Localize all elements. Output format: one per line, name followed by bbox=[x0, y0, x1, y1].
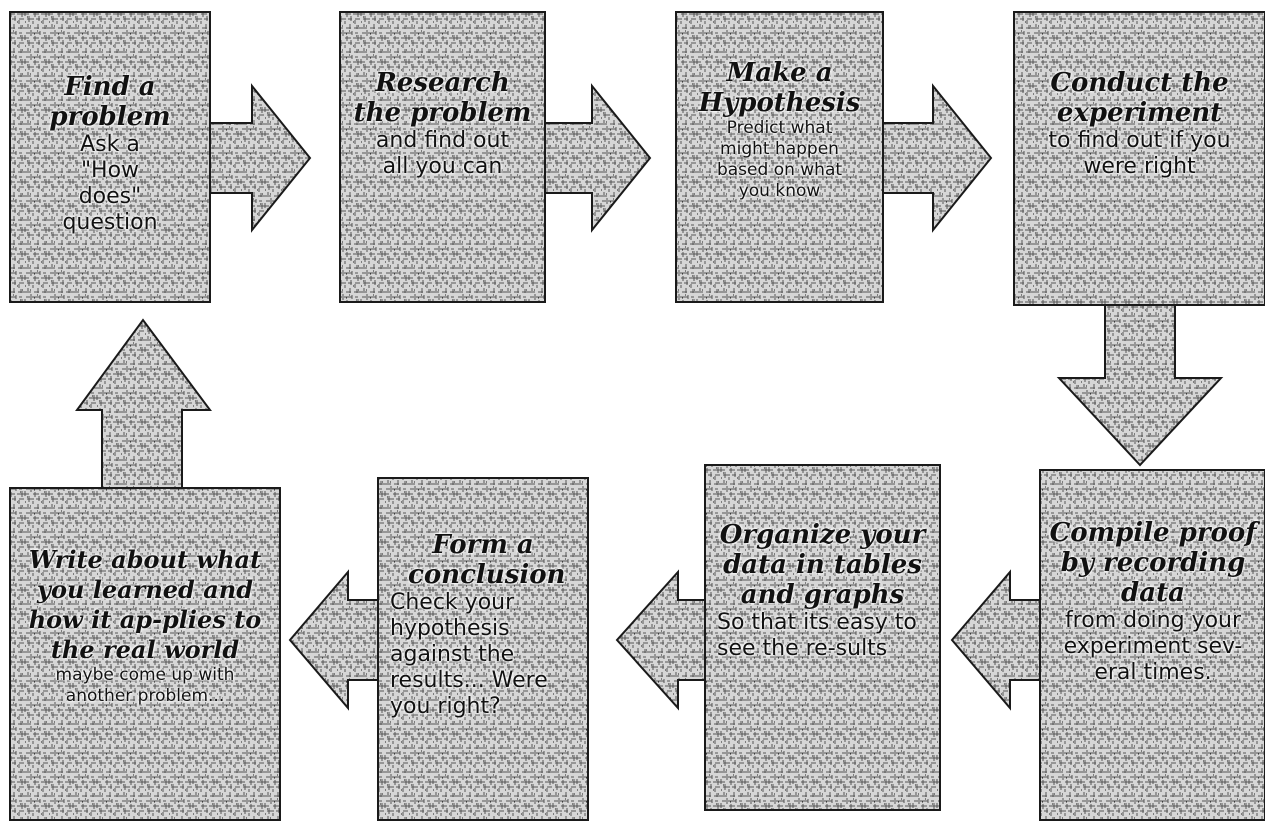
step7-title: Form a conclusion bbox=[408, 530, 566, 590]
step2-text bbox=[344, 68, 541, 180]
step5-title: Compile proof by recording data bbox=[1049, 518, 1257, 608]
arrow-step4-to-step5 bbox=[1059, 300, 1221, 465]
arrow-step1-to-step2 bbox=[205, 86, 310, 230]
step7-body: Check your hypothesis against the results... Were you right? bbox=[390, 590, 548, 719]
step3-text bbox=[680, 58, 879, 202]
step5-body: from doing your experiment sev-eral times. bbox=[1063, 608, 1243, 685]
step2-body: and find out all you can bbox=[375, 128, 510, 179]
step4-body: to find out if you were right bbox=[1048, 128, 1231, 179]
step3-body: Predict what might happen based on what you know bbox=[716, 118, 843, 201]
arrow-step5-to-step6 bbox=[952, 555, 1045, 708]
step1-title: Find a problem bbox=[49, 72, 171, 132]
step8-title: Write about what you learned and how it ap-plies to the real world bbox=[28, 545, 262, 664]
step2-title: Research the problem bbox=[353, 68, 532, 128]
arrow-step8-to-step1 bbox=[77, 320, 210, 490]
step4-title: Conduct the experiment bbox=[1050, 68, 1229, 128]
step8-text bbox=[14, 545, 276, 707]
step1-body: Ask a "How does" question bbox=[62, 132, 158, 235]
step8-body: maybe come up with another problem... bbox=[55, 665, 235, 706]
step6-body: So that its easy to see the re-sults bbox=[717, 610, 917, 661]
step6-title: Organize your data in tables and graphs bbox=[719, 520, 926, 610]
arrow-step2-to-step3 bbox=[540, 86, 650, 230]
step6-text bbox=[709, 520, 936, 662]
arrow-step7-to-step8 bbox=[290, 572, 380, 708]
step1-text bbox=[14, 72, 206, 236]
arrow-step6-to-step7 bbox=[617, 572, 710, 708]
step3-title: Make a Hypothesis bbox=[698, 58, 861, 118]
step4-text bbox=[1016, 68, 1263, 180]
arrow-step3-to-step4 bbox=[880, 86, 991, 230]
step5-text bbox=[1044, 518, 1262, 686]
step7-text bbox=[382, 530, 584, 720]
